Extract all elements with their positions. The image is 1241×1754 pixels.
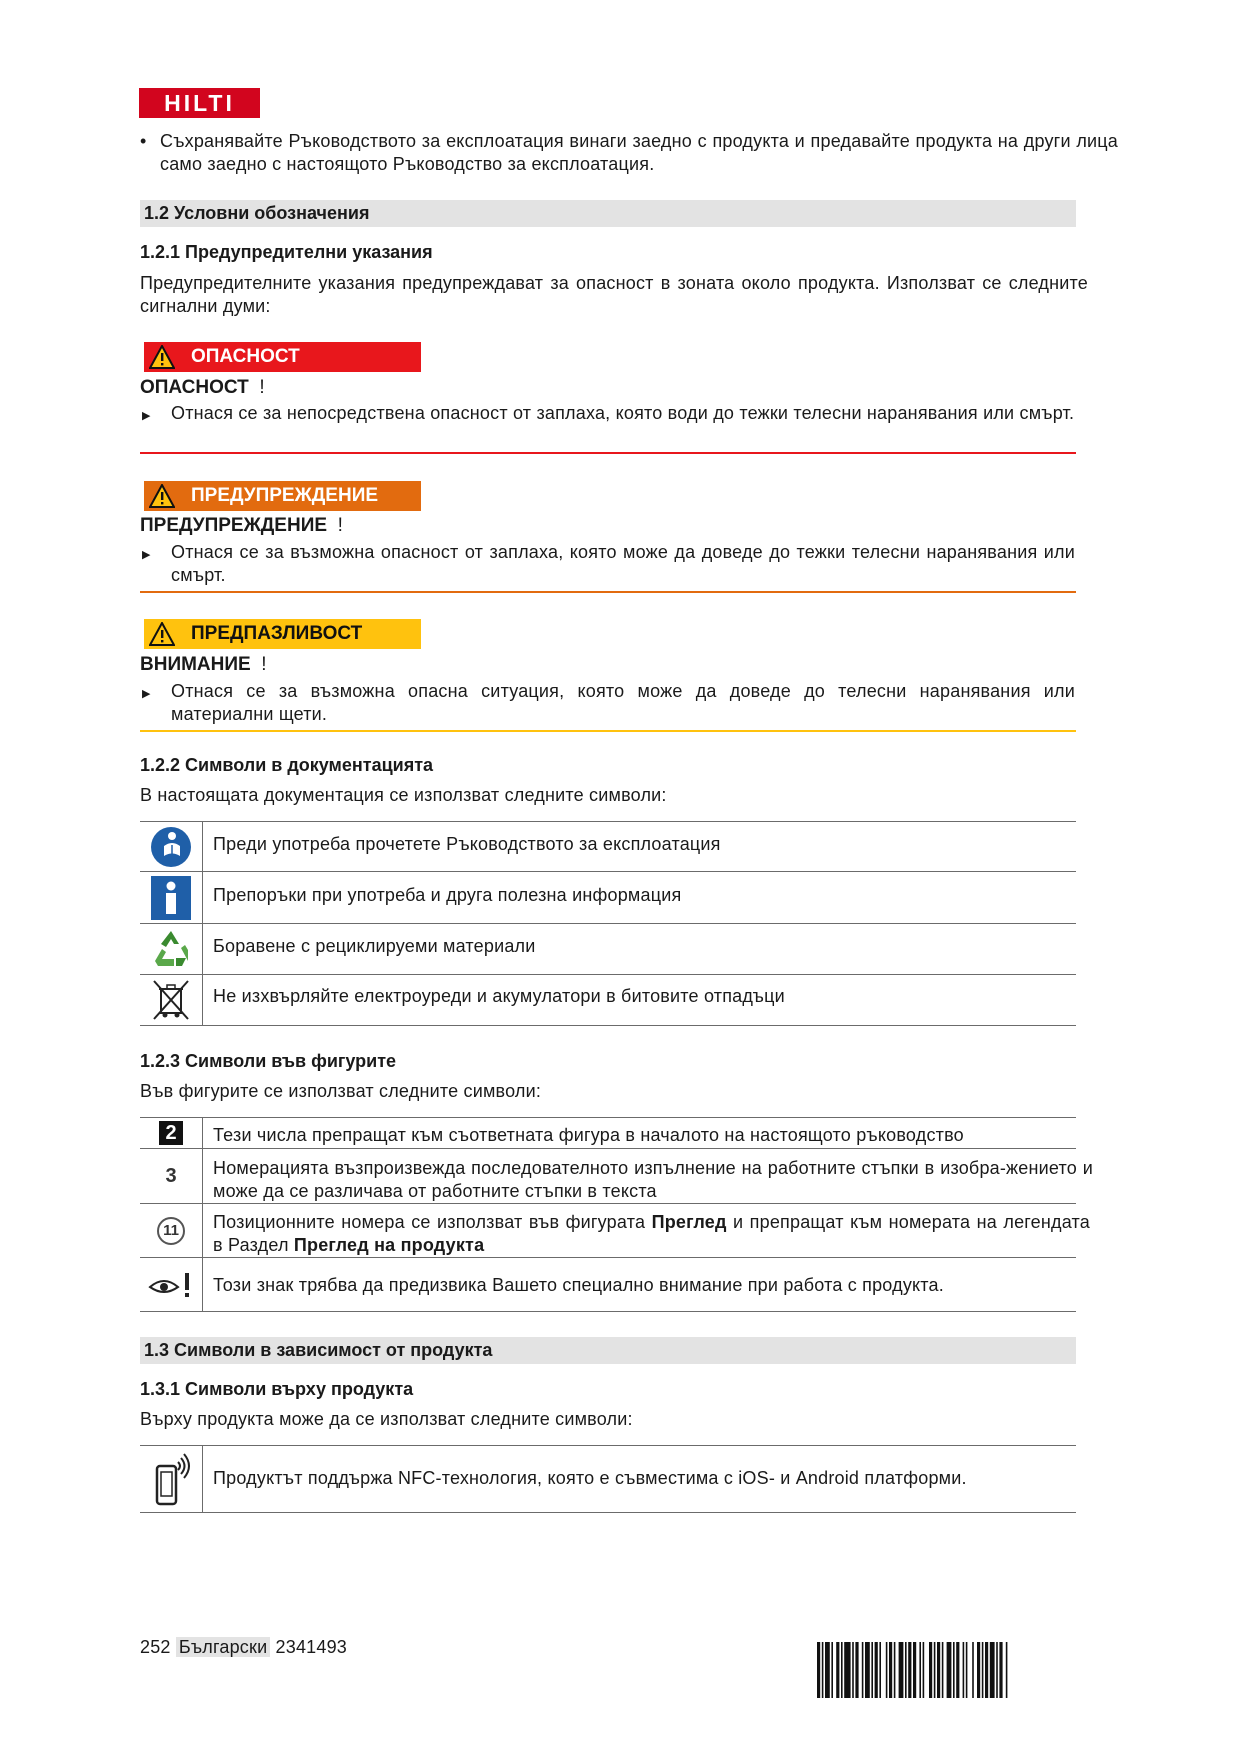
barcode-bar xyxy=(929,1642,932,1698)
heading-1-2-3: 1.2.3 Символи във фигурите xyxy=(140,1051,397,1071)
footer-language: Български xyxy=(176,1637,271,1657)
table-row xyxy=(143,1258,199,1311)
position-number-symbol: 11 xyxy=(157,1217,185,1245)
warning-triangle-icon xyxy=(149,484,175,508)
table-cell-text: Продуктът поддържа NFC-технология, която е съвместима с iOS- и Android платформи. xyxy=(213,1468,967,1488)
paragraph-1-2-2: В настоящата документация се използват следните символи: xyxy=(140,785,667,805)
table-line xyxy=(140,1445,1076,1446)
caution-heading: ВНИМАНИЕ ! xyxy=(140,654,267,675)
doc-number: 2341493 xyxy=(275,1637,348,1657)
barcode-bar xyxy=(996,1642,998,1698)
barcode-bar xyxy=(923,1642,925,1698)
barcode-bar xyxy=(990,1642,995,1698)
heading-1-3-1: 1.3.1 Символи върху продукта xyxy=(140,1379,414,1399)
recycling-icon xyxy=(150,928,192,970)
table-line xyxy=(140,1311,1076,1312)
danger-heading: ОПАСНОСТ ! xyxy=(140,377,265,398)
caution-text: Отнася се за възможна опасна ситуация, която може да доведе до телесни наранявания или материални щети. xyxy=(171,681,1075,724)
barcode-bar xyxy=(905,1642,907,1698)
danger-text: Отнася се за непосредствена опасност от заплаха, която води до тежки телесни наранявания или смърт. xyxy=(171,403,1075,423)
barcode-bar xyxy=(852,1642,854,1698)
barcode-bar xyxy=(831,1642,833,1698)
barcode-bar xyxy=(956,1642,959,1698)
barcode-bar xyxy=(972,1642,974,1698)
barcode-bar xyxy=(977,1642,980,1698)
eye-attention-icon xyxy=(148,1271,194,1299)
intro-bullet-text: Съхранявайте Ръководството за експлоатация винаги заедно с продукта и предавайте продукта на други лица само заедно с настоящото Ръководство за експлоатация. xyxy=(160,131,1118,174)
table-cell-text: Боравене с рециклируеми материали xyxy=(213,936,536,956)
table-row xyxy=(143,1204,199,1257)
warning-text: Отнася се за възможна опасност от заплаха, която може да доведе до тежки телесни наранявания или смърт. xyxy=(171,542,1075,585)
footer xyxy=(140,1636,347,1659)
warning-bar: ПРЕДУПРЕЖДЕНИЕ xyxy=(144,481,421,511)
page-number: 252 xyxy=(140,1637,171,1657)
bullet-dot: • xyxy=(140,131,147,151)
table-row xyxy=(143,872,199,923)
barcode-bar xyxy=(862,1642,864,1698)
table-line xyxy=(140,923,1076,924)
table-line xyxy=(140,1148,1076,1149)
table-cell-text: Позиционните номера се използват във фигурата Преглед и препращат към номерата на легендата в Раздел Преглед на продукта xyxy=(213,1212,1090,1255)
table-line xyxy=(140,1025,1076,1026)
table-line xyxy=(140,871,1076,872)
table-divider xyxy=(202,1445,203,1512)
table-line xyxy=(140,974,1076,975)
table-cell-text: Не изхвърляйте електроуреди и акумулатори в битовите отпадъци xyxy=(213,986,785,1006)
barcode-bar xyxy=(855,1642,858,1698)
barcode-bar xyxy=(871,1642,873,1698)
barcode-bar xyxy=(836,1642,839,1698)
paragraph-1-2-1: Предупредителните указания предупреждават за опасност в зоната около продукта. Използват се следните сигнални думи: xyxy=(140,273,1088,316)
barcode-bar xyxy=(919,1642,921,1698)
step-number-symbol: 3 xyxy=(165,1164,177,1187)
arrow-bullet-icon: ▶ xyxy=(142,688,151,700)
table-line xyxy=(140,1203,1076,1204)
hilti-logo: HILTI xyxy=(139,88,260,118)
table-divider xyxy=(202,1117,203,1311)
barcode-bar xyxy=(889,1642,892,1698)
barcode-bar xyxy=(908,1642,911,1698)
table-cell-text: Този знак трябва да предизвика Вашето специално внимание при работа с продукта. xyxy=(213,1275,944,1295)
barcode-bar xyxy=(844,1642,850,1698)
barcode-bar xyxy=(894,1642,896,1698)
table-row xyxy=(143,822,199,871)
barcode-bar xyxy=(953,1642,955,1698)
barcode-bar xyxy=(942,1642,944,1698)
barcode-image xyxy=(817,1642,1074,1698)
barcode-bar xyxy=(985,1642,988,1698)
barcode-bar xyxy=(841,1642,843,1698)
section-header-1-3: 1.3 Символи в зависимост от продукта xyxy=(140,1337,1076,1364)
table-cell-text: Номерацията възпроизвежда последователното изпълнение на работните стъпки в изобра-жението и може да се различава от работните стъпки в текста xyxy=(213,1158,1093,1201)
table-cell-text: Препоръки при употреба и друга полезна информация xyxy=(213,885,682,905)
table-divider xyxy=(202,821,203,1025)
barcode-bar xyxy=(913,1642,916,1698)
barcode-bar xyxy=(825,1642,830,1698)
table-cell-text: Преди употреба прочетете Ръководството за експлоатация xyxy=(213,834,721,854)
arrow-bullet-icon: ▶ xyxy=(142,549,151,561)
barcode-bar xyxy=(934,1642,936,1698)
warning-divider xyxy=(140,591,1076,593)
warning-triangle-icon xyxy=(149,345,175,369)
crossed-bin-icon xyxy=(151,978,191,1022)
barcode-bar xyxy=(899,1642,904,1698)
barcode-bar xyxy=(947,1642,952,1698)
warning-heading: ПРЕДУПРЕЖДЕНИЕ ! xyxy=(140,515,343,536)
table-cell-text: Тези числа препращат към съответната фигура в началото на настоящото ръководство xyxy=(213,1125,964,1145)
barcode-bar xyxy=(886,1642,888,1698)
figure-number-symbol: 2 xyxy=(159,1121,183,1145)
caution-divider xyxy=(140,730,1076,732)
arrow-bullet-icon: ▶ xyxy=(142,410,151,422)
caution-bar: ПРЕДПАЗЛИВОСТ xyxy=(144,619,421,649)
danger-divider xyxy=(140,452,1076,454)
heading-1-2-2: 1.2.2 Символи в документацията xyxy=(140,755,434,775)
barcode-bar xyxy=(817,1642,820,1698)
barcode-bar xyxy=(999,1642,1002,1698)
table-line xyxy=(140,1512,1076,1513)
barcode-bar xyxy=(982,1642,984,1698)
section-header-1-2: 1.2 Условни обозначения xyxy=(140,200,1076,227)
paragraph-1-2-3: Във фигурите се използват следните символи: xyxy=(140,1081,542,1101)
barcode-bar xyxy=(865,1642,870,1698)
barcode-bar xyxy=(822,1642,824,1698)
heading-1-2-1: 1.2.1 Предупредителни указания xyxy=(140,242,433,262)
table-line xyxy=(140,1117,1076,1118)
barcode-bar xyxy=(1006,1642,1008,1698)
barcode-bar xyxy=(875,1642,878,1698)
info-icon xyxy=(151,876,191,920)
table-row xyxy=(143,975,199,1025)
table-row xyxy=(143,1118,199,1148)
nfc-phone-icon xyxy=(150,1450,192,1508)
barcode-bar xyxy=(966,1642,968,1698)
table-row xyxy=(143,924,199,974)
paragraph-1-3-1: Върху продукта може да се използват следните символи: xyxy=(140,1409,633,1429)
read-manual-icon xyxy=(150,826,192,868)
warning-triangle-icon xyxy=(149,622,175,646)
table-row xyxy=(143,1149,199,1203)
barcode-bar xyxy=(879,1642,881,1698)
table-row xyxy=(143,1446,199,1512)
table-line xyxy=(140,821,1076,822)
barcode-bar xyxy=(963,1642,965,1698)
danger-bar: ОПАСНОСТ xyxy=(144,342,421,372)
barcode-bar xyxy=(937,1642,940,1698)
table-line xyxy=(140,1257,1076,1258)
